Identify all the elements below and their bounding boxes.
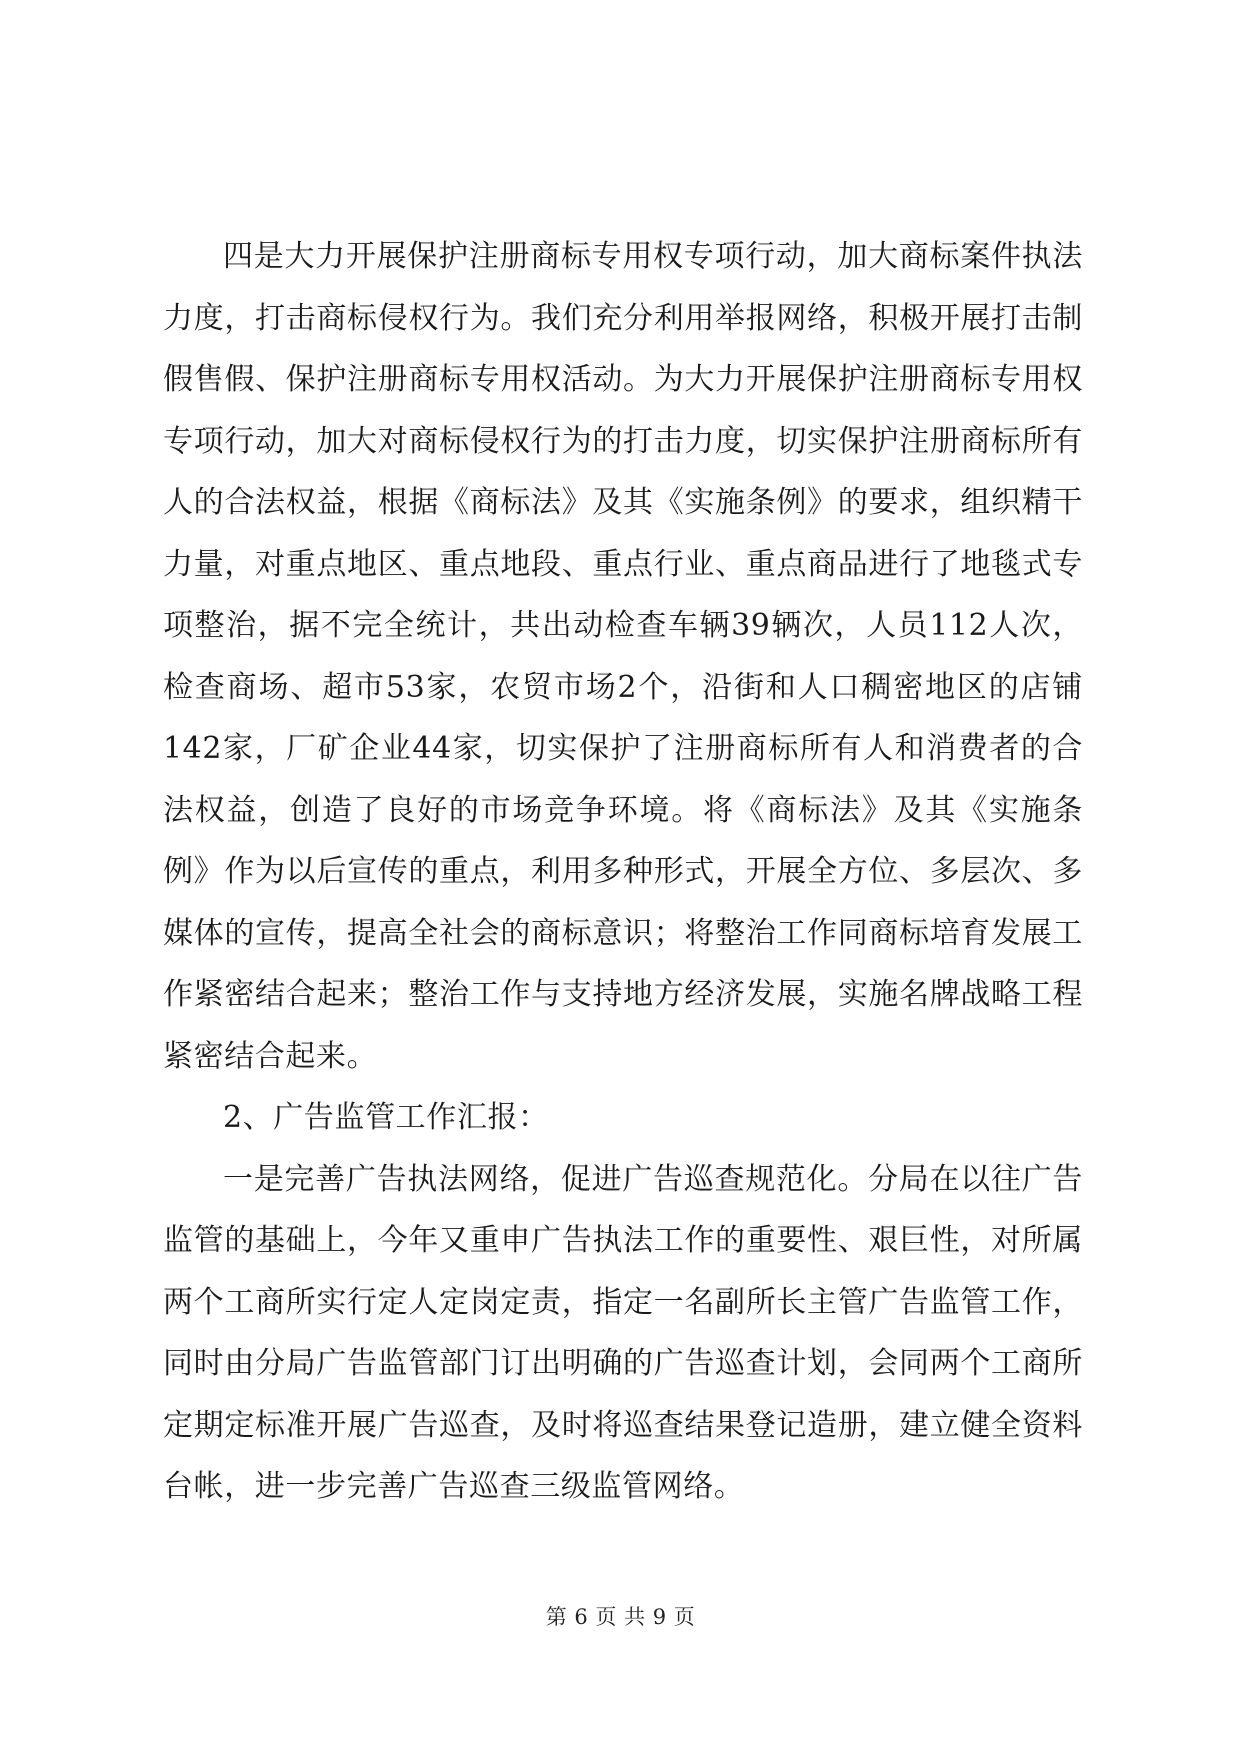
section-heading-advertising: 2、广告监管工作汇报： — [223, 1100, 549, 1135]
paragraph-advertising-network: 一是完善广告执法网络，促进广告巡查规范化。分局在以往广告监管的基础上，今年又重申广告执法工作的重要性、艰巨性，对所属两个工商所实行定人定岗定责，指定一名副所长主管广告监管工作，同时由分局广告监管部门订出明确的广告巡查计划，会同两个工商所定期定标准开展广告巡查，及时将巡查结果登记造册，建立健全资料台帐，进一步完善广告巡查三级监管网络。 — [163, 1161, 1083, 1504]
document-body — [163, 226, 1083, 1518]
paragraph-trademark-enforcement: 四是大力开展保护注册商标专用权专项行动，加大商标案件执法力度，打击商标侵权行为。我们充分利用举报网络，积极开展打击制假售假、保护注册商标专用权活动。为大力开展保护注册商标专用权专项行动，加大对商标侵权行为的打击力度，切实保护注册商标所有人的合法权益，根据《商标法》及其《实施条例》的要求，组织精干力量，对重点地区、重点地段、重点行业、重点商品进行了地毯式专项整治，据不完全统计，共出动检查车辆39辆次，人员112人次，检查商场、超市53家，农贸市场2个，沿街和人口稠密地区的店铺142家，厂矿企业44家，切实保护了注册商标所有人和消费者的合法权益，创造了良好的市场竞争环境。将《商标法》及其《实施条例》作为以后宣传的重点，利用多种形式，开展全方位、多层次、多媒体的宣传，提高全社会的商标意识；将整治工作同商标培育发展工作紧密结合起来；整治工作与支持地方经济发展，实施名牌战略工程紧密结合起来。 — [163, 239, 1083, 1074]
page-number-footer: 第 6 页 共 9 页 — [545, 1605, 696, 1629]
